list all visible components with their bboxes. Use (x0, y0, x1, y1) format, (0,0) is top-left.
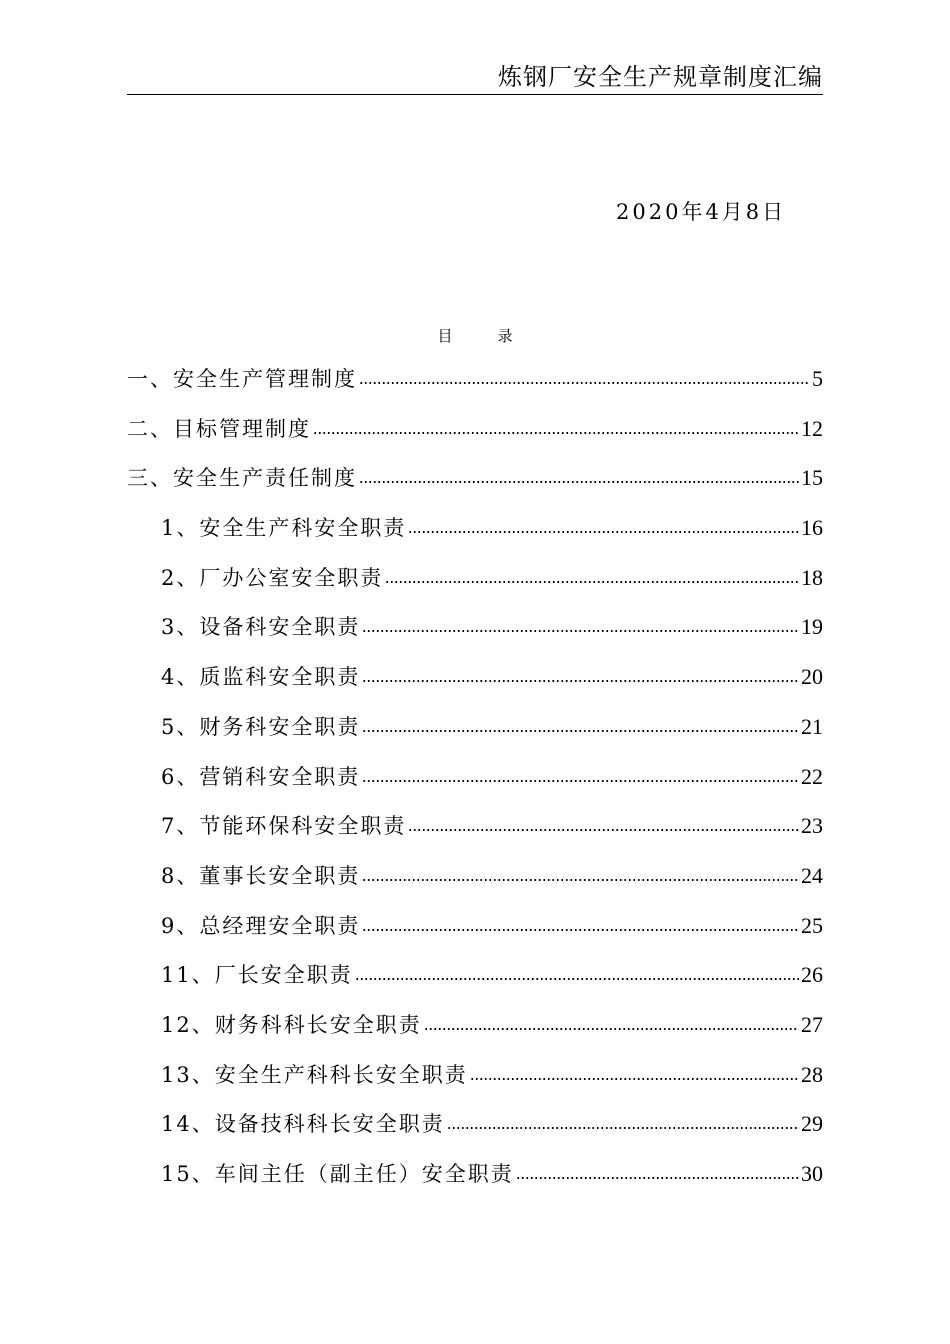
toc-entry-page-number: 19 (801, 614, 823, 640)
toc-entry-page-number: 15 (801, 465, 823, 491)
toc-entry[interactable] (127, 608, 823, 658)
toc-entry-label: 14、设备技科科长安全职责 (161, 1112, 445, 1137)
toc-entry-page-number: 5 (812, 366, 823, 391)
toc-entry-page-number: 24 (801, 862, 823, 888)
toc-entry-label: 7、节能环保科安全职责 (161, 814, 407, 839)
toc-entry-page-number: 25 (801, 912, 823, 938)
toc-entry-label: 4、质监科安全职责 (161, 665, 361, 690)
toc-entry-label: 一、安全生产管理制度 (127, 367, 357, 391)
toc-entry[interactable] (127, 857, 823, 907)
toc-dot-leader (362, 608, 799, 634)
header-rule (127, 94, 823, 95)
toc-entry-label: 1、安全生产科安全职责 (161, 516, 407, 541)
toc-dot-leader (359, 360, 810, 386)
toc-entry-page-number: 23 (801, 813, 823, 839)
toc-entry[interactable] (127, 708, 823, 758)
toc-dot-leader (362, 758, 799, 784)
toc-entry-page-number: 29 (801, 1111, 823, 1137)
toc-entry-label: 5、财务科安全职责 (161, 714, 361, 739)
toc-entry-page-number: 18 (801, 564, 823, 590)
toc-entry[interactable] (127, 907, 823, 957)
toc-dot-leader (385, 559, 799, 585)
toc-dot-leader (408, 509, 799, 535)
toc-entry[interactable] (127, 1105, 823, 1155)
toc-dot-leader (362, 907, 799, 933)
toc-entry-page-number: 20 (801, 664, 823, 690)
toc-entry[interactable] (127, 559, 823, 609)
toc-entry[interactable] (127, 807, 823, 857)
toc-entry[interactable] (127, 360, 823, 410)
toc-dot-leader (355, 956, 799, 982)
toc-entry[interactable] (127, 459, 823, 509)
document-date: 2020年4月8日 (616, 200, 787, 224)
toc-entry[interactable] (127, 758, 823, 808)
toc-entry-page-number: 21 (801, 713, 823, 739)
toc-entry[interactable] (127, 1056, 823, 1106)
toc-entry-label: 三、安全生产责任制度 (127, 466, 357, 491)
toc-entry-label: 13、安全生产科科长安全职责 (161, 1062, 468, 1087)
toc-entry-label: 15、车间主任（副主任）安全职责 (161, 1162, 514, 1186)
toc-dot-leader (408, 807, 799, 833)
toc-dot-leader (516, 1155, 799, 1181)
toc-entry-page-number: 27 (801, 1011, 823, 1037)
toc-dot-leader (362, 857, 799, 883)
toc-entry[interactable] (127, 1006, 823, 1056)
toc-entry-label: 8、董事长安全职责 (161, 863, 361, 888)
toc-heading: 目录 (437, 327, 558, 345)
toc-entry[interactable] (127, 410, 823, 460)
toc-entry-label: 12、财务科科长安全职责 (161, 1012, 422, 1037)
table-of-contents (127, 360, 823, 1205)
toc-entry-label: 3、设备科安全职责 (161, 615, 361, 640)
toc-entry-page-number: 16 (801, 515, 823, 541)
toc-entry-label: 2、厂办公室安全职责 (161, 565, 384, 590)
toc-entry-label: 6、营销科安全职责 (161, 764, 361, 789)
toc-dot-leader (359, 459, 799, 485)
toc-entry-label: 9、总经理安全职责 (161, 913, 361, 938)
toc-entry-page-number: 28 (801, 1061, 823, 1087)
toc-dot-leader (470, 1056, 799, 1082)
toc-entry-label: 11、厂长安全职责 (161, 963, 353, 988)
toc-entry-label: 二、目标管理制度 (127, 416, 311, 441)
toc-entry-page-number: 12 (801, 415, 823, 441)
toc-entry[interactable] (127, 509, 823, 559)
toc-dot-leader (362, 658, 799, 684)
toc-entry-page-number: 30 (801, 1161, 823, 1186)
toc-dot-leader (362, 708, 799, 734)
toc-dot-leader (424, 1006, 799, 1032)
toc-entry[interactable] (127, 956, 823, 1006)
toc-entry[interactable] (127, 1155, 823, 1205)
toc-entry-page-number: 26 (801, 962, 823, 988)
toc-entry-page-number: 22 (801, 763, 823, 789)
toc-entry[interactable] (127, 658, 823, 708)
document-header-title: 炼钢厂安全生产规章制度汇编 (498, 63, 823, 91)
toc-dot-leader (313, 410, 799, 436)
toc-dot-leader (447, 1105, 799, 1131)
